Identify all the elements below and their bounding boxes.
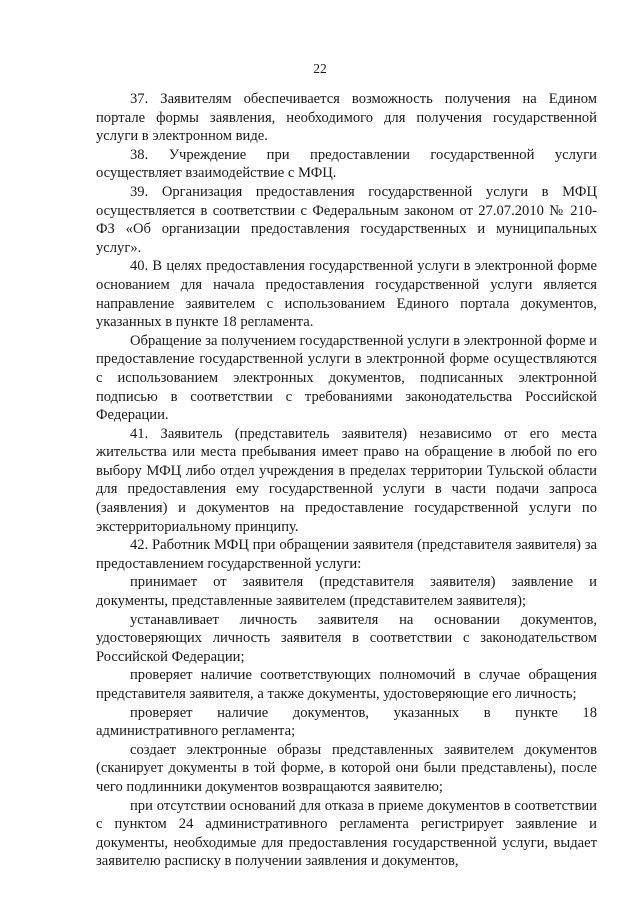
list-item-establishes-identity: устанавливает личность заявителя на основании документов, удостоверяющих личность заявителя в соответствии с законодательством Российской Федерации;	[96, 611, 597, 665]
paragraph-41: 41. Заявитель (представитель заявителя) независимо от его места жительства или места пребывания имеет право на обращение в любой по его выбору МФЦ либо отдел учреждения в пределах территории Тульской области для предоставления ему государственной услуги в части подачи запроса (заявления) и документов на предоставление государственной услуги по экстерриториальному принципу.	[96, 425, 597, 535]
paragraph-37: 37. Заявителям обеспечивается возможность получения на Едином портале формы заявления, необходимого для получения государственной услуги в электронном виде.	[96, 91, 597, 145]
list-item-checks-authority: проверяет наличие соответствующих полномочий в случае обращения представителя заявителя, а также документы, удостоверяющие его личность;	[96, 667, 597, 702]
document-body	[96, 90, 597, 871]
paragraph-39: 39. Организация предоставления государственной услуги в МФЦ осуществляется в соответствии с Федеральным законом от 27.07.2010 № 210-ФЗ «Об организации предоставления государственных и муниципальных услуг».	[96, 183, 597, 256]
paragraph-40-continued: Обращение за получением государственной услуги в электронной форме и предоставление государственной услуги в электронной форме осуществляются с использованием электронных документов, подписанных электронной подписью в соответствии с требованиями законодательства Российской Федерации.	[96, 332, 597, 424]
paragraph-38: 38. Учреждение при предоставлении государственной услуги осуществляет взаимодействие с МФЦ.	[96, 146, 597, 182]
paragraph-40: 40. В целях предоставления государственной услуги в электронной форме основанием для начала предоставления государственной услуги является направление заявителем с использованием Единого портала документов, указанных в пункте 18 регламента.	[96, 258, 597, 331]
paragraph-42: 42. Работник МФЦ при обращении заявителя (представителя заявителя) за предоставлением государственной услуги:	[96, 537, 597, 572]
page-number: 22	[313, 61, 327, 76]
list-item-accepts-application: принимает от заявителя (представителя заявителя) заявление и документы, представленные заявителем (представителем заявителя);	[96, 574, 597, 610]
list-item-creates-images: создает электронные образы представленных заявителем документов (сканирует документы в той форме, в которой они были представлены), после чего подлинники документов возвращаются заявителю;	[96, 741, 597, 795]
list-item-registers-application: при отсутствии оснований для отказа в приеме документов в соответствии с пунктом 24 административного регламента регистрирует заявление и документы, необходимые для предоставления государственной услуги, выдает заявителю расписку в получении заявления и документов,	[96, 797, 597, 870]
list-item-checks-documents: проверяет наличие документов, указанных в пункте 18 административного регламента;	[96, 704, 597, 740]
